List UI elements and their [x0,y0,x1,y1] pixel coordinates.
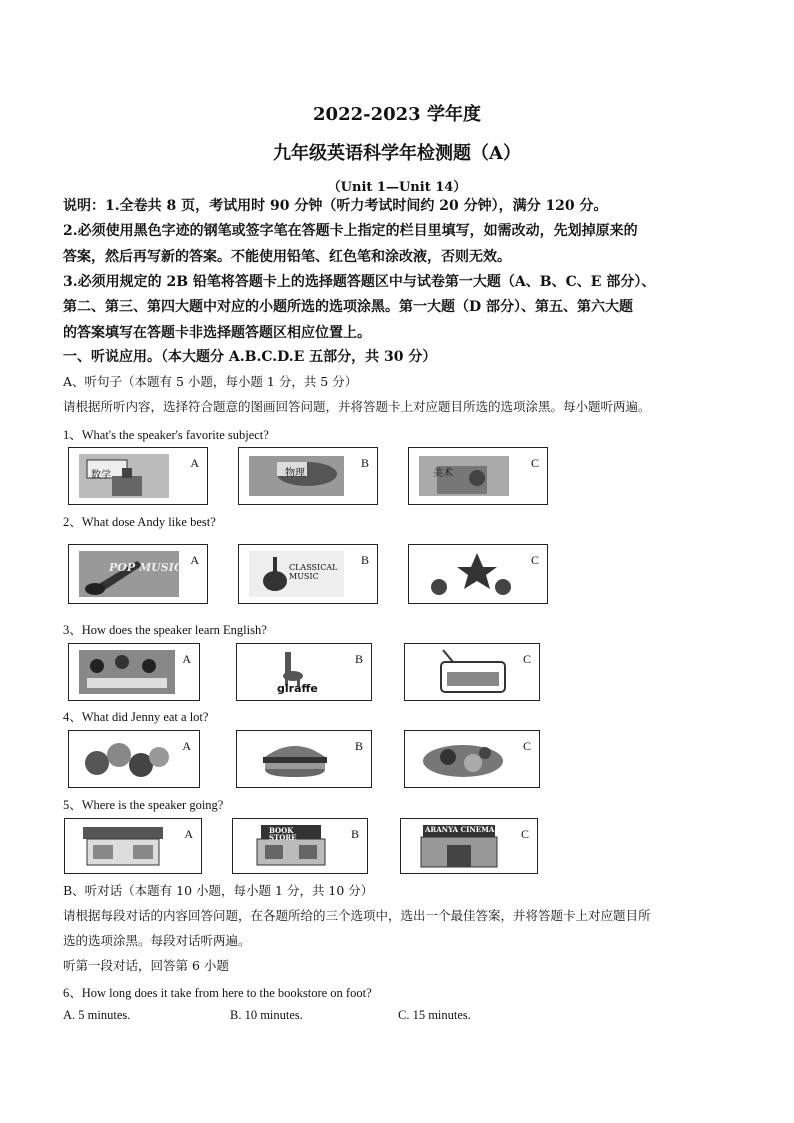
question-2: 2、What dose Andy like best? [63,515,216,529]
picture-label: ARANYA CINEMA [425,825,495,834]
radio-picture [413,648,513,696]
picture-label: 物理 [285,468,305,479]
part-a-title: A、听句子（本题有 5 小题，每小题 1 分，共 5 分） [63,374,358,389]
instruction-line: 3.必须用规定的 2B 铅笔将答题卡上的选择题答题区中与试卷第一大题（A、B、C、E 部分）、 [63,274,656,290]
picture-label: BOOK STORE [269,826,297,842]
part-b-description: 选的选项涂黑。每段对话听两遍。 [63,933,251,948]
option-letter: C [530,553,539,567]
picture-label: CLASSICAL MUSIC [289,563,338,581]
store-picture [73,823,173,869]
option-2c[interactable] [408,544,548,604]
option-letter: C [530,456,539,470]
option-3a[interactable] [68,643,200,701]
option-2a[interactable] [68,544,208,604]
option-4c[interactable] [404,730,540,788]
option-letter: C [520,827,529,841]
option-letter: A [184,827,193,841]
option-5a[interactable] [64,818,202,874]
option-1b[interactable] [238,447,378,505]
question-3: 3、How does the speaker learn English? [63,623,267,637]
instruction-line: 第二、第三、第四大题中对应的小题所选的选项涂黑。第一大题（D 部分）、第五、第六大题 [63,299,634,315]
picture-label: POP MUSIC [109,561,183,574]
study-group-picture [77,648,177,696]
pop-music-guitar-picture [77,549,182,599]
answer-6a[interactable]: A. 5 minutes. [63,1008,131,1022]
option-letter: A [190,456,199,470]
part-a-description: 请根据所听内容，选择符合题意的图画回答问题，并将答题卡上对应题目所选的选项涂黑。每小题听两遍。 [63,399,651,414]
option-1a[interactable] [68,447,208,505]
question-1: 1、What's the speaker's favorite subject? [63,428,269,442]
instruction-line: 2.必须使用黑色字迹的钢笔或签字笔在答题卡上指定的栏目里填写，如需改动，先划掉原来的 [63,223,638,239]
snacks-picture [413,735,513,783]
instruction-line: 的答案填写在答题卡非选择题答题区相应位置上。 [63,325,371,341]
option-letter: A [190,553,199,567]
option-letter: B [350,827,359,841]
instruction-line: 答案，然后再写新的答案。不能使用铅笔、红色笔和涂改液，否则无效。 [63,249,511,265]
option-3b[interactable] [236,643,372,701]
unit-range: （Unit 1—Unit 14） [327,180,467,195]
question-6: 6、How long does it take from here to the bookstore on foot? [63,986,372,1000]
instruction-line: 说明：1.全卷共 8 页，考试用时 90 分钟（听力考试时间约 20 分钟），满分 120 分。 [63,198,608,214]
option-letter: A [182,739,191,753]
option-4b[interactable] [236,730,372,788]
option-2b[interactable] [238,544,378,604]
picture-label: 美术 [433,468,453,479]
option-4a[interactable] [68,730,200,788]
option-1c[interactable] [408,447,548,505]
exam-title: 九年级英语科学年检测题（A） [273,143,521,164]
option-letter: B [354,739,363,753]
option-3c[interactable] [404,643,540,701]
option-letter: B [360,553,369,567]
book-art-picture [417,452,512,500]
option-letter: A [182,652,191,666]
picture-label: 数学 [91,470,111,481]
answer-6b[interactable]: B. 10 minutes. [230,1008,303,1022]
answer-6c[interactable]: C. 15 minutes. [398,1008,471,1022]
part-b-title: B、听对话（本题有 10 小题，每小题 1 分，共 10 分） [63,883,374,898]
hamburger-picture [245,735,345,783]
picture-label: giraffe [277,682,318,695]
section-title: 一、听说应用。（本大题分 A.B.C.D.E 五部分，共 30 分） [63,349,437,365]
option-letter: C [522,739,531,753]
part-b-description: 请根据每段对话的内容回答问题，在各题所给的三个选项中，选出一个最佳答案，并将答题卡上对应题目所 [63,908,651,923]
fruit-picture [77,735,177,783]
option-5b[interactable] [232,818,368,874]
option-letter: B [354,652,363,666]
option-letter: C [522,652,531,666]
question-5: 5、Where is the speaker going? [63,798,224,812]
question-4: 4、What did Jenny eat a lot? [63,710,209,724]
dialog-1-note: 听第一段对话，回答第 6 小题 [63,958,229,973]
option-5c[interactable] [400,818,538,874]
rock-music-picture [417,549,522,599]
school-year-title: 2022-2023 学年度 [313,104,481,125]
option-letter: B [360,456,369,470]
